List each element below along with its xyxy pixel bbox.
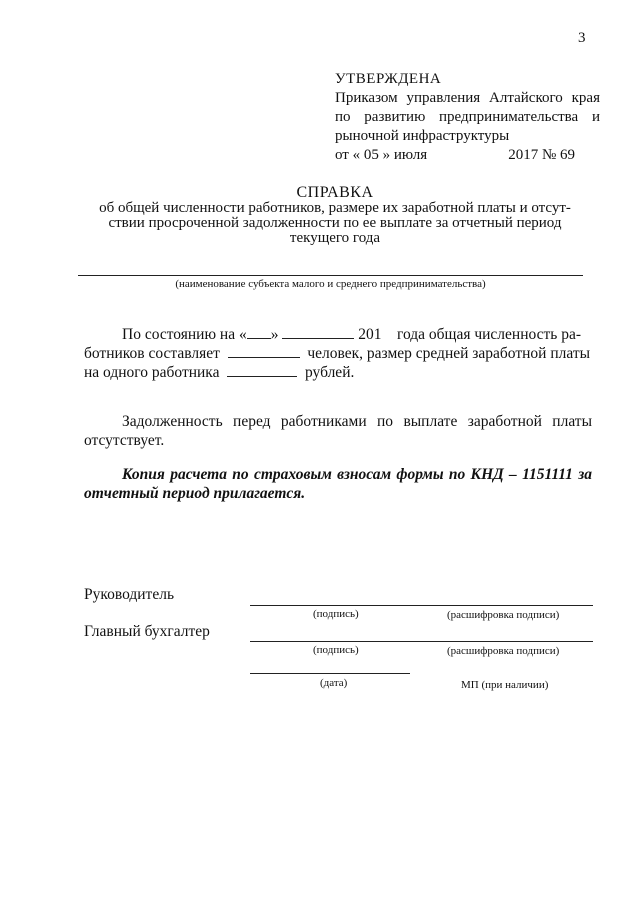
approval-date-row [335,146,575,165]
date-line[interactable] [250,673,410,674]
stamp-caption: МП (при наличии) [461,679,549,691]
salary-blank[interactable] [227,363,297,377]
approval-block [335,70,600,165]
text-fragment: По состоянию на « [122,326,247,343]
head-signature-line[interactable] [250,605,593,606]
headcount-blank[interactable] [228,344,300,358]
text-fragment: года общая численность ра- [396,326,582,343]
heading-line: об общей численности работников, размере их заработной платы и отсут- [99,200,571,216]
text-fragment: на одного работника [84,364,220,381]
subject-name-caption: (наименование субъекта малого и среднего предпринимательства) [175,278,486,290]
text-fragment: рублей. [304,364,355,381]
document-title: СПРАВКА [296,184,374,201]
headcount-paragraph [84,325,592,382]
accountant-label: Главный бухгалтер [84,623,210,640]
accountant-decode-caption: (расшифровка подписи) [447,645,560,657]
heading-line: ствии просроченной задолженности по ее выплате за отчетный период [108,215,562,231]
approval-title: УТВЕРЖДЕНА [335,71,442,87]
approval-line: Приказом управления Алтайского края [335,90,600,106]
approval-line: по развитию предпринимательства и [335,109,600,125]
text-fragment: 201 [358,326,382,343]
day-blank[interactable] [247,325,271,339]
attachment-paragraph: Копия расчета по страховым взносам формы по КНД – 1151111 за отчетный период прилагается. [84,466,592,502]
head-label: Руководитель [84,586,175,603]
debt-paragraph: Задолженность перед работниками по выплате заработной платы отсутствует. [84,413,592,449]
line3 [84,363,354,382]
text-fragment: ботников составляет [84,345,220,362]
head-signature-caption: (подпись) [313,608,359,620]
date-caption: (дата) [320,677,348,689]
page-number: 3 [578,30,586,46]
text-fragment: » [270,326,279,343]
approval-line: рыночной инфраструктуры [335,128,510,144]
approval-date: от « 05 » июля [335,147,428,163]
heading-line: текущего года [289,230,381,246]
month-blank[interactable] [282,325,354,339]
text-fragment: человек, размер средней заработной платы [307,345,591,362]
head-decode-caption: (расшифровка подписи) [447,609,560,621]
line2 [84,344,590,363]
document-heading [80,184,590,246]
accountant-signature-line[interactable] [250,641,593,642]
approval-year-number: 2017 № 69 [508,147,575,163]
accountant-signature-caption: (подпись) [313,644,359,656]
subject-name-field[interactable] [78,275,583,276]
